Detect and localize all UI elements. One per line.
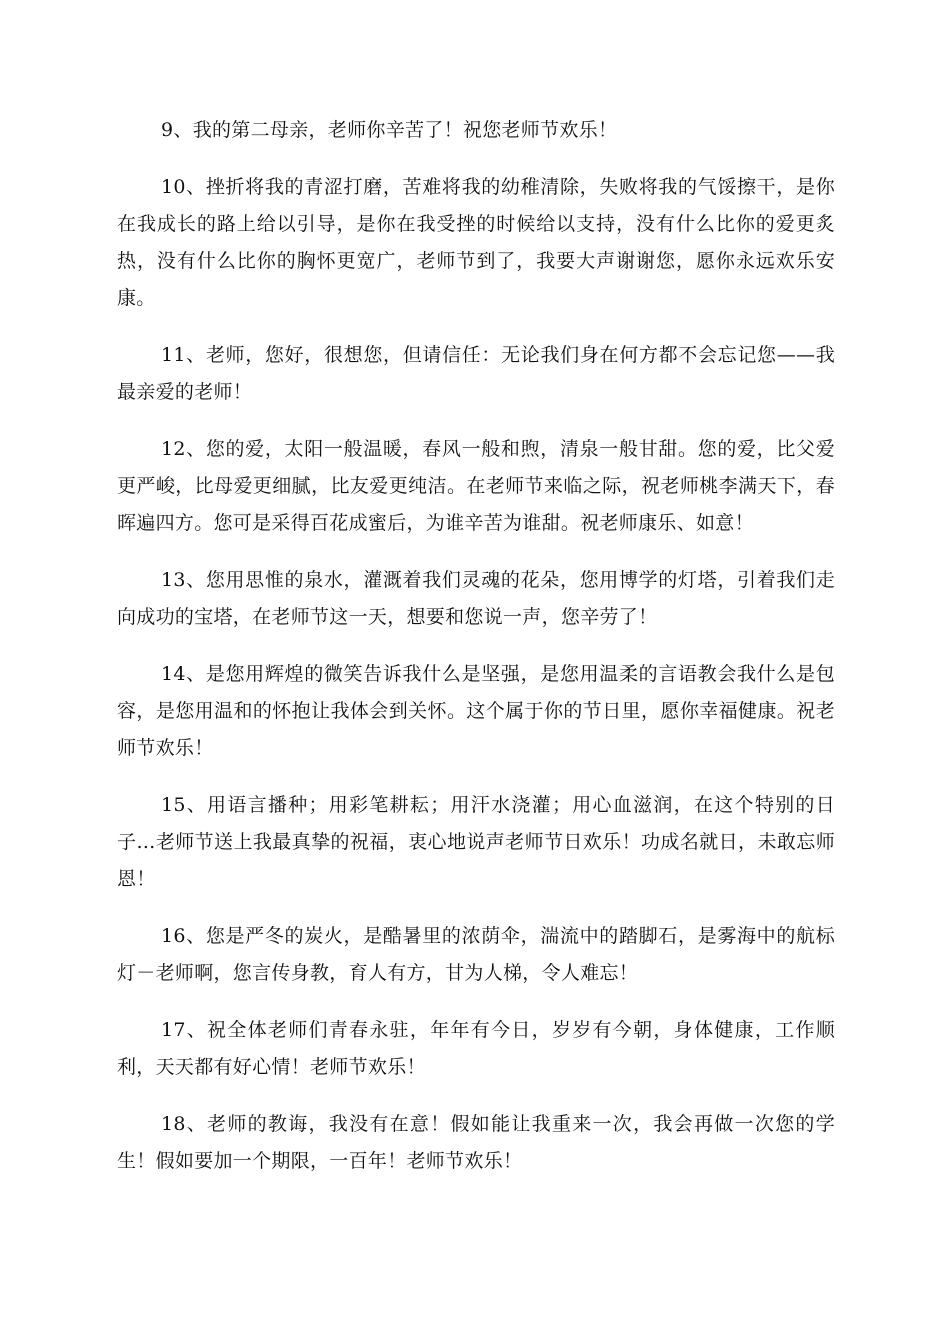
- paragraph-12: 12、您的爱，太阳一般温暖，春风一般和煦，清泉一般甘甜。您的爱，比父爱更严峻，比母爱更细腻，比友爱更纯洁。在老师节来临之际，祝老师桃李满天下，春晖遍四方。您可是采得百花成蜜后，为谁辛苦为谁甜。祝老师康乐、如意！: [117, 438, 835, 534]
- paragraph-9: 9、我的第二母亲，老师你辛苦了！祝您老师节欢乐！: [161, 119, 618, 141]
- paragraph-13: 13、您用思惟的泉水，灌溉着我们灵魂的花朵，您用博学的灯塔，引着我们走向成功的宝塔，在老师节这一天，想要和您说一声，您辛劳了！: [117, 569, 835, 628]
- paragraph-10: 10、挫折将我的青涩打磨，苦难将我的幼稚清除，失败将我的气馁擦干，是你在我成长的路上给以引导，是你在我受挫的时候给以支持，没有什么比你的爱更炙热，没有什么比你的胸怀更宽广，老师节到了，我要大声谢谢您，愿你永远欢乐安康。: [117, 176, 835, 309]
- paragraph-11: 11、老师，您好，很想您，但请信任：无论我们身在何方都不会忘记您——我最亲爱的老师！: [117, 344, 835, 403]
- paragraph-18: 18、老师的教诲，我没有在意！假如能让我重来一次，我会再做一次您的学生！假如要加一个期限，一百年！老师节欢乐！: [117, 1113, 835, 1172]
- document-body: [117, 112, 835, 1200]
- paragraph-17: 17、祝全体老师们青春永驻，年年有今日，岁岁有今朝，身体健康，工作顺利，天天都有好心情！老师节欢乐！: [117, 1019, 835, 1078]
- paragraph-14: 14、是您用辉煌的微笑告诉我什么是坚强，是您用温柔的言语教会我什么是包容，是您用温和的怀抱让我体会到关怀。这个属于你的节日里，愿你幸福健康。祝老师节欢乐！: [117, 663, 835, 759]
- paragraph-16: 16、您是严冬的炭火，是酷暑里的浓荫伞，湍流中的踏脚石，是雾海中的航标灯－老师啊，您言传身教，育人有方，甘为人梯，令人难忘！: [117, 925, 835, 984]
- paragraph-15: 15、用语言播种；用彩笔耕耘；用汗水浇灌；用心血滋润，在这个特别的日子…老师节送上我最真挚的祝福，衷心地说声老师节日欢乐！功成名就日，未敢忘师恩！: [117, 794, 835, 890]
